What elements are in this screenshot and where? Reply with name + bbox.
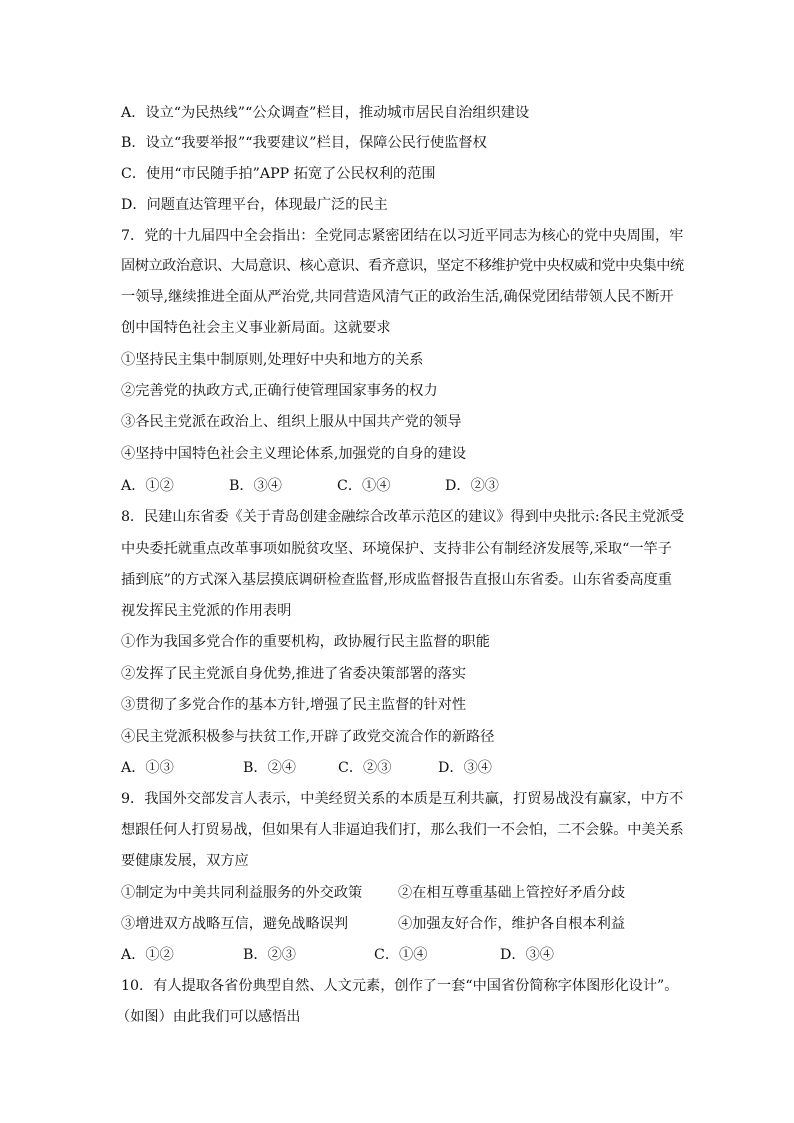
q8-item-3: ③贯彻了多党合作的基本方针,增强了民主监督的针对性 bbox=[121, 697, 467, 713]
q7-item-2: ②完善党的执政方式,正确行使管理国家事务的权力 bbox=[121, 383, 438, 399]
q9-choice-c: C．①④ bbox=[374, 947, 428, 963]
q9-stem-line: 想跟任何人打贸易战，但如果有人非逼迫我们打，那么我们一不会怕，二不会躲。中美关系 bbox=[121, 822, 684, 838]
q9-choice-d: D．③④ bbox=[500, 947, 554, 963]
q9-stem-line: 9．我国外交部发言人表示，中美经贸关系的本质是互利共赢，打贸易战没有赢家，中方不 bbox=[121, 791, 684, 807]
q6-option-a: A．设立“为民热线”“公众调查”栏目，推动城市居民自治组织建设 bbox=[121, 105, 530, 121]
q8-choice-c: C．②③ bbox=[338, 760, 392, 776]
q9-item-1: ①制定为中美共同利益服务的外交政策 bbox=[121, 885, 363, 901]
q10-stem-line: 10．有人提取各省份典型自然、人文元素，创作了一套“中国省份简称字体图形化设计”。 bbox=[121, 978, 679, 994]
q7-choice-d: D．②③ bbox=[445, 478, 499, 494]
q8-item-4: ④民主党派积极参与扶贫工作,开辟了政党交流合作的新路径 bbox=[121, 729, 495, 745]
q9-stem-line: 要健康发展，双方应 bbox=[121, 853, 249, 869]
q7-choice-b: B．③④ bbox=[229, 478, 282, 494]
q7-stem-line: 固树立政治意识、大局意识、核心意识、看齐意识，坚定不移维护党中央权威和党中央集中统 bbox=[121, 258, 684, 274]
q8-choice-d: D．③④ bbox=[438, 760, 492, 776]
q6-option-d: D．问题直达管理平台，体现最广泛的民主 bbox=[121, 197, 388, 213]
q9-item-3: ③增进双方战略互信，避免战略误判 bbox=[121, 916, 349, 932]
q7-choice-c: C．①④ bbox=[337, 478, 391, 494]
q7-item-4: ④坚持中国特色社会主义理论体系,加强党的自身的建设 bbox=[121, 446, 467, 462]
q7-stem-line: 创中国特色社会主义事业新局面。这就要求 bbox=[121, 320, 391, 336]
q8-item-2: ②发挥了民主党派自身优势,推进了省委决策部署的落实 bbox=[121, 666, 467, 682]
q7-stem-line: 一领导,继续推进全面从严治党,共同营造风清气正的政治生活,确保党团结带领人民不断开 bbox=[121, 289, 674, 305]
q9-item-4: ④加强友好合作，维护各自根本利益 bbox=[398, 916, 626, 932]
q7-item-3: ③各民主党派在政治上、组织上服从中国共产党的领导 bbox=[121, 414, 462, 430]
q8-stem-line: 插到底”的方式深入基层摸底调研检查监督,形成监督报告直报山东省委。山东省委高度重 bbox=[121, 572, 672, 588]
q8-item-1: ①作为我国多党合作的重要机构，政协履行民主监督的职能 bbox=[121, 634, 490, 650]
q7-item-1: ①坚持民主集中制原则,处理好中央和地方的关系 bbox=[121, 352, 424, 368]
q10-stem-line: （如图）由此我们可以感悟出 bbox=[116, 1009, 301, 1025]
q9-choice-b: B．②③ bbox=[243, 947, 296, 963]
q8-choice-a: A．①③ bbox=[121, 760, 174, 776]
q8-stem-line: 8．民建山东省委《关于青岛创建金融综合改革示范区的建议》得到中央批示:各民主党派受 bbox=[121, 509, 685, 525]
q7-stem-line: 7．党的十九届四中全会指出：全党同志紧密团结在以习近平同志为核心的党中央周围，牢 bbox=[121, 228, 684, 244]
q9-choice-a: A．①② bbox=[121, 947, 174, 963]
q6-option-c: C．使用“市民随手拍”APP 拓宽了公民权利的范围 bbox=[121, 166, 436, 182]
q8-stem-line: 中央委托就重点改革事项如脱贫攻坚、环境保护、支持非公有制经济发展等,采取“一竿子 bbox=[121, 541, 672, 557]
q8-choice-b: B．②④ bbox=[243, 760, 296, 776]
q9-item-2: ②在相互尊重基础上管控好矛盾分歧 bbox=[398, 885, 626, 901]
q8-stem-line: 视发挥民主党派的作用表明 bbox=[121, 603, 292, 619]
q7-choice-a: A．①② bbox=[121, 478, 174, 494]
q6-option-b: B．设立“我要举报”“我要建议”栏目，保障公民行使监督权 bbox=[121, 135, 487, 151]
